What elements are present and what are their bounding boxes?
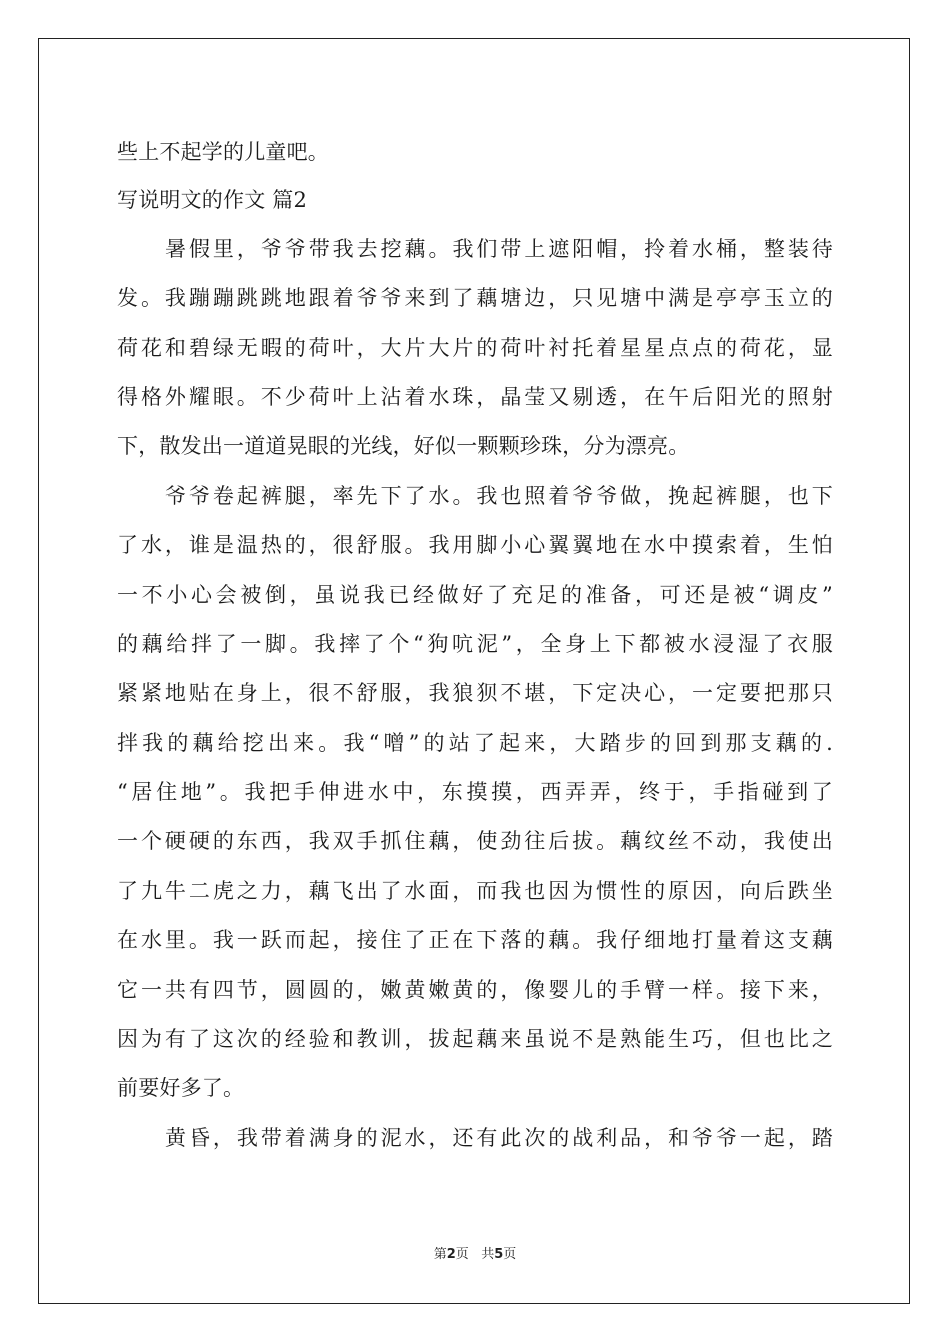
text-line: 荷花和碧绿无暇的荷叶，大片大片的荷叶衬托着星星点点的荷花，显 bbox=[117, 336, 833, 360]
text-line: 的藕给拌了一脚。我摔了个“狗吭泥”，全身上下都被水浸湿了衣服 bbox=[117, 632, 833, 656]
text-line: 了水，谁是温热的，很舒服。我用脚小心翼翼地在水中摸索着，生怕 bbox=[117, 533, 833, 557]
footer-middle: 页 共 bbox=[455, 1247, 495, 1262]
text-line: 在水里。我一跃而起，接住了正在下落的藕。我仔细地打量着这支藕 bbox=[117, 928, 833, 952]
text-line: 得格外耀眼。不少荷叶上沾着水珠，晶莹又剔透，在午后阳光的照射 bbox=[117, 385, 833, 409]
text-line: 下，散发出一道道晃眼的光线，好似一颗颗珍珠，分为漂亮。 bbox=[117, 434, 690, 458]
text-line: 黄昏，我带着满身的泥水，还有此次的战利品，和爷爷一起，踏 bbox=[165, 1126, 833, 1150]
total-page-number: 5 bbox=[494, 1247, 504, 1262]
text-line: 发。我蹦蹦跳跳地跟着爷爷来到了藕塘边，只见塘中满是亭亭玉立的 bbox=[117, 286, 833, 310]
text-line: 它一共有四节，圆圆的，嫩黄嫩黄的，像婴儿的手臂一样。接下来， bbox=[117, 978, 833, 1002]
text-line: 一不小心会被倒，虽说我已经做好了充足的准备，可还是被“调皮” bbox=[117, 583, 833, 607]
page-border bbox=[38, 38, 910, 1304]
page-footer bbox=[0, 1243, 950, 1262]
text-line: 拌我的藕给挖出来。我“噌”的站了起来，大踏步的回到那支藕的. bbox=[117, 731, 833, 755]
text-line: 了九牛二虎之力，藕飞出了水面，而我也因为惯性的原因，向后跌坐 bbox=[117, 879, 833, 903]
text-line: 因为有了这次的经验和教训，拔起藕来虽说不是熟能生巧，但也比之 bbox=[117, 1027, 833, 1051]
text-line: “居住地”。我把手伸进水中，东摸摸，西弄弄，终于，手指碰到了 bbox=[117, 780, 833, 804]
text-line: 前要好多了。 bbox=[117, 1076, 245, 1100]
footer-prefix: 第 bbox=[433, 1247, 447, 1262]
text-line: 暑假里，爷爷带我去挖藕。我们带上遮阳帽，拎着水桶，整装待 bbox=[165, 237, 833, 261]
text-line: 爷爷卷起裤腿，率先下了水。我也照着爷爷做，挽起裤腿，也下 bbox=[165, 484, 833, 508]
section-heading: 写说明文的作文 篇2 bbox=[117, 188, 308, 212]
text-line: 紧紧地贴在身上，很不舒服，我狼狈不堪，下定决心，一定要把那只 bbox=[117, 681, 833, 705]
footer-suffix: 页 bbox=[503, 1247, 517, 1262]
text-line: 一个硬硬的东西，我双手抓住藕，使劲往后拔。藕纹丝不动，我使出 bbox=[117, 829, 833, 853]
text-line: 些上不起学的儿童吧。 bbox=[117, 140, 329, 164]
current-page-number: 2 bbox=[446, 1247, 456, 1262]
